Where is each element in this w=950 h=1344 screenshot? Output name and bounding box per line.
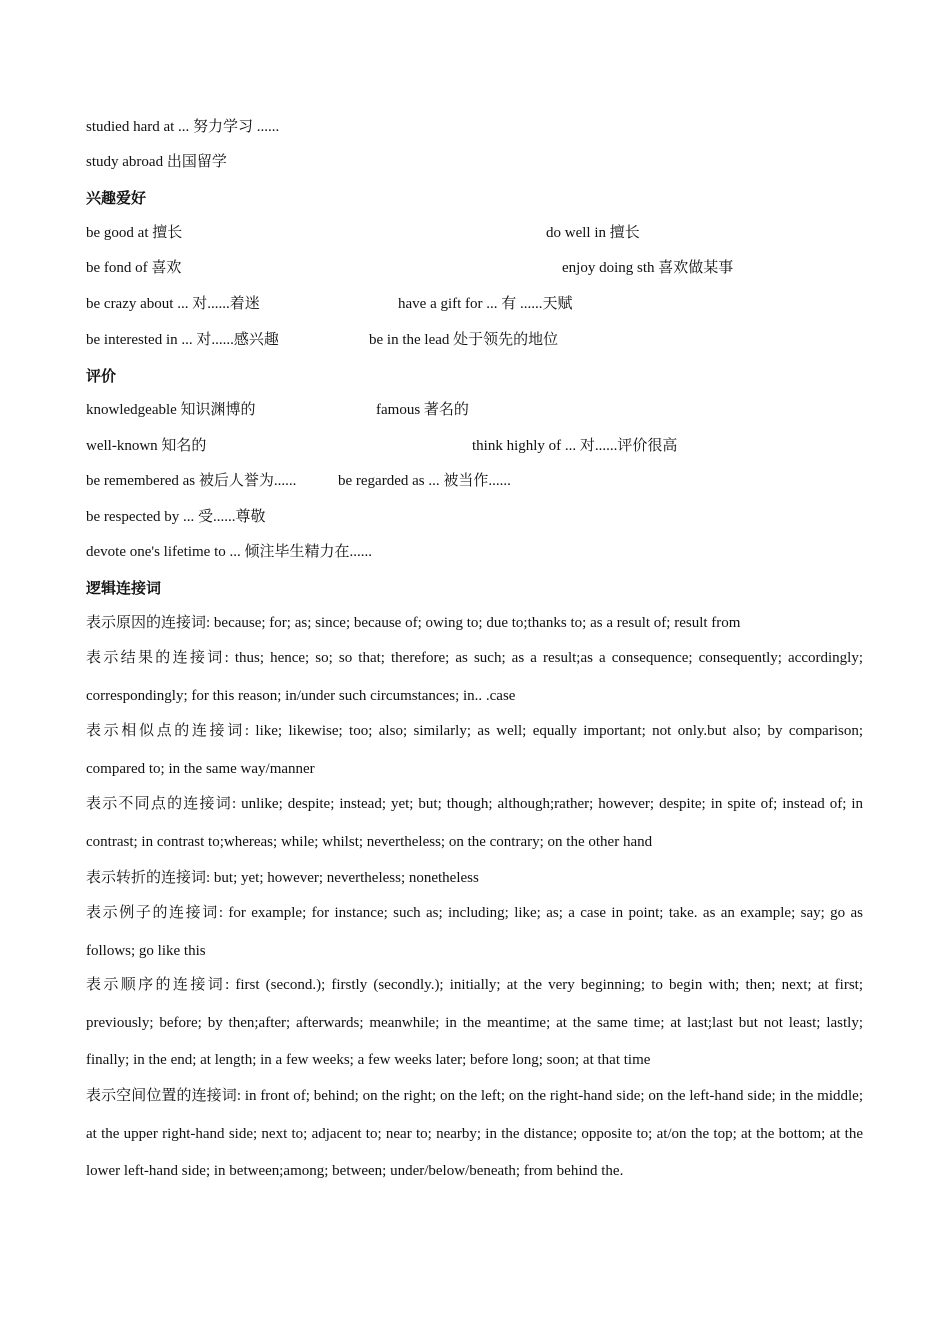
phrase-studied-hard: studied hard at ... 努力学习 ...... — [86, 119, 280, 135]
connectives-result: 表示结果的连接词: thus; hence; so; so that; therefore; as such; as a result;as a consequence; consequently; accordingly; correspondingly; for this reason; in/under such circumstances; in.. .case — [86, 650, 863, 704]
hobbies-row-4-right: be in the lead 处于领先的地位 — [369, 332, 559, 348]
hobbies-row-3-right: have a gift for ... 有 ......天赋 — [398, 296, 573, 312]
connectives-space: 表示空间位置的连接词: in front of; behind; on the right; on the left; on the right-hand side; on the left-hand side; in the middle; at the upper right-hand side; next to; adjacent to; near to; nearby; in the distance; opposite to; at/on the top; at the bottom; at the lower left-hand side; in between;among; between; under/below/beneath; from behind the. — [86, 1088, 863, 1179]
connectives-sequence: 表示顺序的连接词: first (second.); firstly (secondly.); initially; at the very beginning; to begin with; then; next; at first; previously; before; by then;after; afterwards; meanwhile; in the meantime; at the same time; at last;last but not least; lastly; finally; in the end; at length; in a few weeks; a few weeks later; before long; soon; at that time — [86, 977, 863, 1068]
hobbies-row-1-right: do well in 擅长 — [546, 225, 640, 241]
hobbies-heading: 兴趣爱好 — [86, 189, 147, 207]
connectives-cause: 表示原因的连接词: because; for; as; since; because of; owing to; due to;thanks to; as a result of; result from — [86, 615, 741, 631]
connectives-transition: 表示转折的连接词: but; yet; however; nevertheless; nonetheless — [86, 870, 479, 886]
evaluation-row-2-right: think highly of ... 对......评价很高 — [472, 438, 678, 454]
phrase-respected-by: be respected by ... 受......尊敬 — [86, 509, 266, 525]
hobbies-row-3-left: be crazy about ... 对......着迷 — [86, 296, 260, 312]
phrase-devote-lifetime: devote one's lifetime to ... 倾注毕生精力在...... — [86, 544, 372, 560]
connectives-difference: 表示不同点的连接词: unlike; despite; instead; yet; but; though; although;rather; however; despite; in spite of; instead of; in contrast; in contrast to;whereas; while; whilst; nevertheless; on the contrary; on the other hand — [86, 796, 863, 850]
evaluation-row-3-right: be regarded as ... 被当作...... — [338, 473, 511, 489]
evaluation-row-1-left: knowledgeable 知识渊博的 — [86, 402, 256, 418]
connectives-heading: 逻辑连接词 — [86, 579, 162, 597]
connectives-example: 表示例子的连接词: for example; for instance; such as; including; like; as; a case in point; take. as an example; say; go as follows; go like this — [86, 905, 863, 959]
evaluation-row-2-left: well-known 知名的 — [86, 438, 207, 454]
evaluation-heading: 评价 — [86, 367, 117, 385]
phrase-study-abroad: study abroad 出国留学 — [86, 154, 227, 170]
connectives-similarity: 表示相似点的连接词: like; likewise; too; also; similarly; as well; equally important; not only.but also; by comparison; compared to; in the same way/manner — [86, 723, 863, 777]
evaluation-row-3-left: be remembered as 被后人誉为...... — [86, 473, 297, 489]
hobbies-row-4-left: be interested in ... 对......感兴趣 — [86, 332, 279, 348]
hobbies-row-2-right: enjoy doing sth 喜欢做某事 — [562, 260, 734, 276]
evaluation-row-1-right: famous 著名的 — [376, 402, 469, 418]
hobbies-row-1-left: be good at 擅长 — [86, 225, 183, 241]
hobbies-row-2-left: be fond of 喜欢 — [86, 260, 182, 276]
